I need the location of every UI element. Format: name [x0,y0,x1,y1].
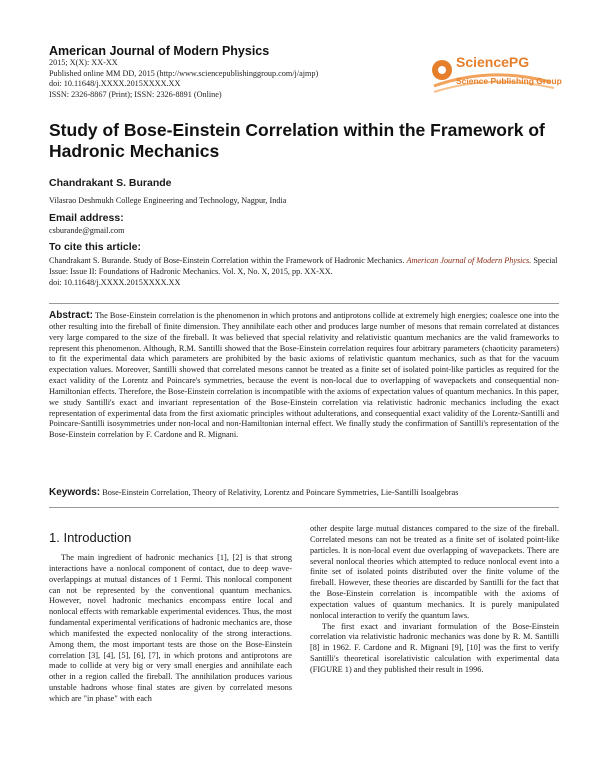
cite-journal: American Journal of Modern Physics. [406,256,532,265]
article-title: Study of Bose-Einstein Correlation within the Framework of Hadronic Mechanics [49,120,545,161]
journal-name: American Journal of Modern Physics [49,44,270,58]
abstract-text: The Bose-Einstein correlation is the phenomenon in which protons and antiprotons collide at extremely high energies; coalesce one into the other resulting into the fireball of finite dimension. They annihilate each other and produces large number of mesons that remain correlated at distances very large compared to the size of the fireball. It was believed that special relativity and relativistic quantum mechanics are the valid frameworks to represent this phenomenon. Although, R.M. Santilli showed that the Bose-Einstein correlation requires four arbitrary parameters (chaoticity parameters) to fit the experimental data which parameters are prohibited by the basic axioms of relativistic quantum mechanics, such as that for the vacuum expectation values. Moreover, Santilli showed that correlated mesons cannot be treated as a finite set of isolated point-like particles as required for the exact validity of the Lorentz and Poincare's symmetries, because the event is non-local due to overlapping of wavepackets and consequential non-Hamiltonian effects. Therefore, the Bose-Einstein correlation is incompatible with the axioms of expectation values of quantum mechanics. In this paper, we study Santilli's exact and invariant representation of the Bose-Einstein correlation via relativistic hadronic mechanics including the exact representation of experimental data from the first axiomatic principles without adulterations, and consequential exact validity of the Lorentz-Santilli and Poincare-Santilli isosymmetries under non-local and non-Hamiltonian internal effect. We finally study the confirmation of Santilli's representation of the Bose-Einstein correlation by F. Cardone and R. Mignani. [49,311,559,440]
section-heading: 1. Introduction [49,530,132,545]
paragraph: other despite large mutual distances compared to the size of the fireball. Correlated mesons can not be treated as a finite set of isolated point-like particles. It is non-local event due overlapping of wavepackets. There are several nonlocal theories which attempted to reduce nonlocal event into a finite set of isolated points distributed over the finite volume of the fireball. However, these theories are discarded by Santilli for the fact that the Bose-Einstein correlation is incompatible with the axioms of expectation values of quantum mechanics. It is purely manipulated nonlocal interaction to verify the quantum laws. [310,524,559,620]
paragraph: The first exact and invariant formulation of the Bose-Einstein correlation via relativistic hadronic mechanics was done by R. M. Santilli [8] in 1962. F. Cardone and R. Mignani [9], [10] was the first to verify Santilli's theoretical isorelativistic calculation with experimental data (FIGURE 1) and they published their result in 1996. [310,621,559,674]
cite-text: Chandrakant S. Burande. Study of Bose-Einstein Correlation within the Framework of Hadronic Mechanics. [49,256,405,265]
journal-volume: 2015; X(X): XX-XX [49,58,118,67]
cite-doi: doi: 10.11648/j.XXXX.2015XXXX.XX [49,278,181,287]
keywords-text: Bose-Einstein Correlation, Theory of Relativity, Lorentz and Poincare Symmetries, Lie-Santilli Isoalgebras [102,488,459,497]
author-email[interactable]: csburande@gmail.com [49,226,125,235]
journal-meta [49,58,318,100]
article-author: Chandrakant S. Burande [49,177,172,189]
citation [49,255,559,288]
cite-heading: To cite this article: [49,241,141,253]
journal-doi: doi: 10.11648/j.XXXX.2015XXXX.XX [49,79,181,89]
divider-bottom [49,507,559,508]
email-heading: Email address: [49,212,124,224]
paragraph: The main ingredient of hadronic mechanics [1], [2] is that strong interactions have a nonlocal component of contact, due to deep wave-overlappings at mutual distances of 1 Fermi. This nonlocal component can not be represented by the conventional quantum mechanics. However, novel hadronic mechanics encompass entire local and nonlocal effects with remarkable experimental evidences. Thus, the most fundamental experimental verifications of hadronic mechanics are, those which manifested the expected nonlocality of the strong interactions. Among them, the most important tests are those on the Bose-Einstein correlation [3], [4], [5], [6], [7], in which protons and antiprotons are made to collide at very big or very small energies and annihilate each other in a region called the fireball. The annihilation produces various unstable hadrons whose final states are given by correlated mesons which are "in phase" with each [49,553,292,703]
left-column [49,553,292,769]
journal-published: Published online MM DD, 2015 (http://www.sciencepublishinggroup.com/j/ajmp) [49,68,319,78]
abstract-label: Abstract: [49,310,93,321]
keywords-label: Keywords: [49,487,101,498]
keywords [49,487,559,498]
divider-top [49,303,559,304]
abstract [49,311,559,441]
author-affiliation: Vilasrao Deshmukh College Engineering and Technology, Nagpur, India [49,196,287,205]
cite-issue: Special Issue: Issue II: Foundations of Hadronic Mechanics. Vol. X, No. X, 2015, pp. XX-XX. [49,256,558,276]
journal-issn: ISSN: 2326-8867 (Print); ISSN: 2326-8891 (Online) [49,89,222,99]
logo-subtitle: Science Publishing Group [456,76,562,86]
logo-brand: SciencePG [456,54,530,70]
right-column [310,524,559,676]
